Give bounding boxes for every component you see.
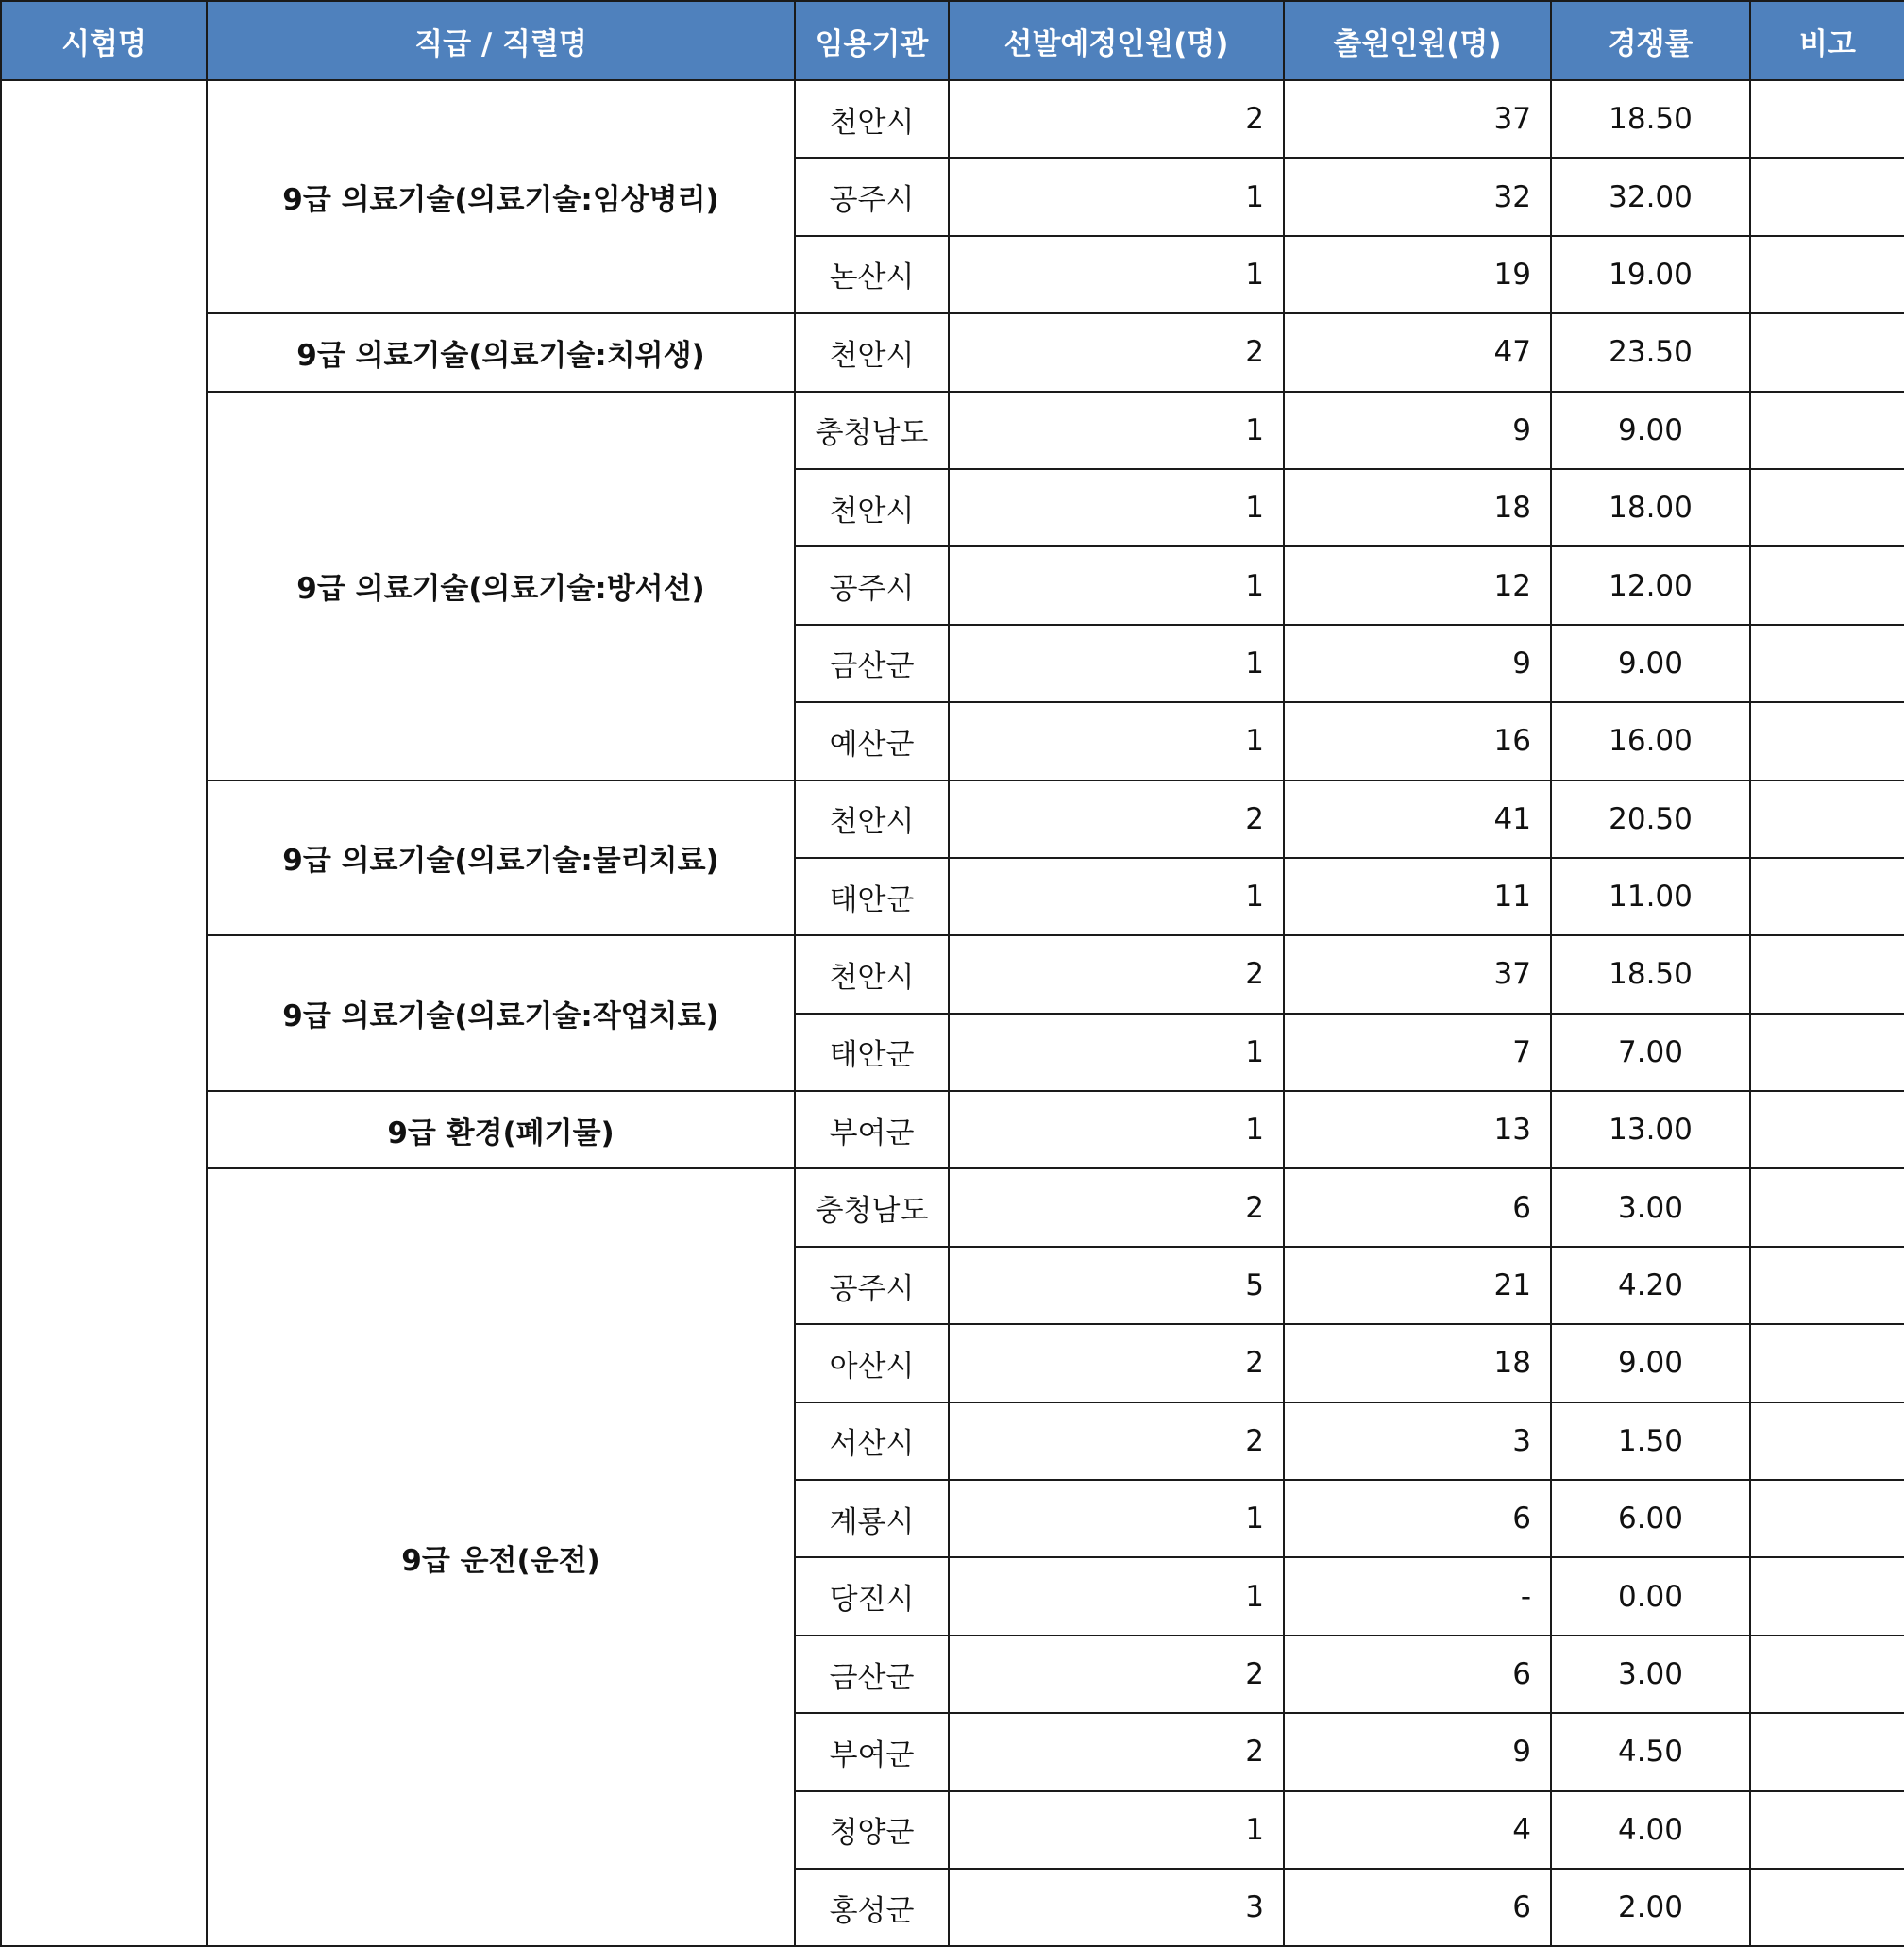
applicant-count-cell: 6 — [1284, 1869, 1551, 1946]
remarks-cell — [1750, 1557, 1904, 1635]
competition-ratio-cell: 11.00 — [1551, 858, 1750, 935]
planned-count-cell: 1 — [949, 1014, 1284, 1091]
grade-series-cell: 9급 의료기술(의료기술:치위생) — [207, 313, 795, 391]
competition-ratio-cell: 18.50 — [1551, 80, 1750, 158]
planned-count-cell: 2 — [949, 1636, 1284, 1713]
planned-count-cell: 1 — [949, 1791, 1284, 1869]
planned-count-cell: 1 — [949, 1480, 1284, 1557]
planned-count-cell: 5 — [949, 1247, 1284, 1324]
remarks-cell — [1750, 313, 1904, 391]
agency-cell: 태안군 — [795, 858, 949, 935]
applicant-count-cell: 41 — [1284, 780, 1551, 858]
applicant-count-cell: 32 — [1284, 158, 1551, 235]
table-row — [1, 780, 1904, 858]
remarks-cell — [1750, 1869, 1904, 1946]
header-grade-series: 직급 / 직렬명 — [207, 1, 795, 80]
remarks-cell — [1750, 80, 1904, 158]
applicant-count-cell: 13 — [1284, 1091, 1551, 1168]
competition-ratio-cell: 23.50 — [1551, 313, 1750, 391]
table-body — [1, 80, 1904, 1946]
remarks-cell — [1750, 702, 1904, 780]
header-agency: 임용기관 — [795, 1, 949, 80]
competition-ratio-cell: 3.00 — [1551, 1168, 1750, 1246]
remarks-cell — [1750, 1402, 1904, 1480]
planned-count-cell: 3 — [949, 1869, 1284, 1946]
planned-count-cell: 2 — [949, 935, 1284, 1013]
table-header — [1, 1, 1904, 80]
grade-series-cell: 9급 의료기술(의료기술:방서선) — [207, 392, 795, 780]
remarks-cell — [1750, 780, 1904, 858]
applicant-count-cell: 37 — [1284, 80, 1551, 158]
competition-ratio-cell: 19.00 — [1551, 236, 1750, 313]
remarks-cell — [1750, 469, 1904, 546]
competition-ratio-cell: 9.00 — [1551, 392, 1750, 469]
applicant-count-cell: 7 — [1284, 1014, 1551, 1091]
agency-cell: 아산시 — [795, 1324, 949, 1402]
agency-cell: 부여군 — [795, 1091, 949, 1168]
applicant-count-cell: 37 — [1284, 935, 1551, 1013]
remarks-cell — [1750, 392, 1904, 469]
competition-ratio-cell: 20.50 — [1551, 780, 1750, 858]
applicant-count-cell: 16 — [1284, 702, 1551, 780]
remarks-cell — [1750, 1247, 1904, 1324]
applicant-count-cell: 19 — [1284, 236, 1551, 313]
remarks-cell — [1750, 858, 1904, 935]
remarks-cell — [1750, 546, 1904, 624]
applicant-count-cell: 4 — [1284, 1791, 1551, 1869]
header-applicant-count: 출원인원(명) — [1284, 1, 1551, 80]
competition-ratio-cell: 9.00 — [1551, 1324, 1750, 1402]
header-row — [1, 1, 1904, 80]
remarks-cell — [1750, 935, 1904, 1013]
competition-ratio-cell: 9.00 — [1551, 625, 1750, 702]
applicant-count-cell: 3 — [1284, 1402, 1551, 1480]
planned-count-cell: 1 — [949, 1557, 1284, 1635]
applicant-count-cell: 18 — [1284, 1324, 1551, 1402]
agency-cell: 금산군 — [795, 625, 949, 702]
agency-cell: 공주시 — [795, 1247, 949, 1324]
agency-cell: 천안시 — [795, 780, 949, 858]
planned-count-cell: 1 — [949, 392, 1284, 469]
applicant-count-cell: - — [1284, 1557, 1551, 1635]
planned-count-cell: 2 — [949, 780, 1284, 858]
applicant-count-cell: 21 — [1284, 1247, 1551, 1324]
competition-ratio-cell: 1.50 — [1551, 1402, 1750, 1480]
agency-cell: 태안군 — [795, 1014, 949, 1091]
applicant-count-cell: 9 — [1284, 625, 1551, 702]
planned-count-cell: 1 — [949, 236, 1284, 313]
planned-count-cell: 1 — [949, 158, 1284, 235]
applicant-count-cell: 18 — [1284, 469, 1551, 546]
agency-cell: 홍성군 — [795, 1869, 949, 1946]
applicant-count-cell: 6 — [1284, 1168, 1551, 1246]
grade-series-cell: 9급 운전(운전) — [207, 1168, 795, 1946]
agency-cell: 공주시 — [795, 546, 949, 624]
remarks-cell — [1750, 1014, 1904, 1091]
planned-count-cell: 1 — [949, 625, 1284, 702]
planned-count-cell: 2 — [949, 80, 1284, 158]
remarks-cell — [1750, 1480, 1904, 1557]
agency-cell: 당진시 — [795, 1557, 949, 1635]
competition-ratio-cell: 4.20 — [1551, 1247, 1750, 1324]
competition-ratio-cell: 4.50 — [1551, 1713, 1750, 1790]
competition-ratio-cell: 0.00 — [1551, 1557, 1750, 1635]
table-row — [1, 935, 1904, 1013]
planned-count-cell: 2 — [949, 1168, 1284, 1246]
planned-count-cell: 1 — [949, 858, 1284, 935]
agency-cell: 천안시 — [795, 935, 949, 1013]
grade-series-cell: 9급 의료기술(의료기술:물리치료) — [207, 780, 795, 936]
agency-cell: 서산시 — [795, 1402, 949, 1480]
competition-ratio-cell: 32.00 — [1551, 158, 1750, 235]
header-exam-name: 시험명 — [1, 1, 207, 80]
competition-ratio-cell: 18.50 — [1551, 935, 1750, 1013]
remarks-cell — [1750, 1168, 1904, 1246]
grade-series-cell: 9급 의료기술(의료기술:임상병리) — [207, 80, 795, 313]
grade-series-cell: 9급 의료기술(의료기술:작업치료) — [207, 935, 795, 1091]
remarks-cell — [1750, 1091, 1904, 1168]
competition-ratio-cell: 3.00 — [1551, 1636, 1750, 1713]
competition-ratio-cell: 7.00 — [1551, 1014, 1750, 1091]
table-row — [1, 1091, 1904, 1168]
agency-cell: 천안시 — [795, 469, 949, 546]
remarks-cell — [1750, 1636, 1904, 1713]
agency-cell: 청양군 — [795, 1791, 949, 1869]
planned-count-cell: 1 — [949, 546, 1284, 624]
table-row — [1, 80, 1904, 158]
remarks-cell — [1750, 158, 1904, 235]
remarks-cell — [1750, 236, 1904, 313]
competition-ratio-cell: 13.00 — [1551, 1091, 1750, 1168]
applicant-count-cell: 9 — [1284, 1713, 1551, 1790]
competition-ratio-cell: 12.00 — [1551, 546, 1750, 624]
agency-cell: 충청남도 — [795, 1168, 949, 1246]
planned-count-cell: 1 — [949, 1091, 1284, 1168]
competition-ratio-cell: 6.00 — [1551, 1480, 1750, 1557]
planned-count-cell: 2 — [949, 313, 1284, 391]
agency-cell: 천안시 — [795, 80, 949, 158]
applicant-count-cell: 12 — [1284, 546, 1551, 624]
grade-series-cell: 9급 환경(폐기물) — [207, 1091, 795, 1168]
planned-count-cell: 2 — [949, 1402, 1284, 1480]
table-row — [1, 313, 1904, 391]
header-competition-ratio: 경쟁률 — [1551, 1, 1750, 80]
competition-ratio-cell: 4.00 — [1551, 1791, 1750, 1869]
table-row — [1, 1168, 1904, 1246]
agency-cell: 논산시 — [795, 236, 949, 313]
agency-cell: 계룡시 — [795, 1480, 949, 1557]
applicant-count-cell: 11 — [1284, 858, 1551, 935]
remarks-cell — [1750, 1324, 1904, 1402]
applicant-count-cell: 47 — [1284, 313, 1551, 391]
remarks-cell — [1750, 625, 1904, 702]
applicant-count-cell: 6 — [1284, 1480, 1551, 1557]
remarks-cell — [1750, 1791, 1904, 1869]
planned-count-cell: 2 — [949, 1324, 1284, 1402]
header-remarks: 비고 — [1750, 1, 1904, 80]
agency-cell: 금산군 — [795, 1636, 949, 1713]
competition-ratio-cell: 18.00 — [1551, 469, 1750, 546]
remarks-cell — [1750, 1713, 1904, 1790]
agency-cell: 예산군 — [795, 702, 949, 780]
header-planned-count: 선발예정인원(명) — [949, 1, 1284, 80]
competition-ratio-cell: 16.00 — [1551, 702, 1750, 780]
table-row — [1, 392, 1904, 469]
agency-cell: 천안시 — [795, 313, 949, 391]
planned-count-cell: 1 — [949, 702, 1284, 780]
agency-cell: 공주시 — [795, 158, 949, 235]
agency-cell: 충청남도 — [795, 392, 949, 469]
applicant-count-cell: 9 — [1284, 392, 1551, 469]
applicant-count-cell: 6 — [1284, 1636, 1551, 1713]
competition-ratio-cell: 2.00 — [1551, 1869, 1750, 1946]
exam-name-cell — [1, 80, 207, 1946]
planned-count-cell: 2 — [949, 1713, 1284, 1790]
planned-count-cell: 1 — [949, 469, 1284, 546]
agency-cell: 부여군 — [795, 1713, 949, 1790]
